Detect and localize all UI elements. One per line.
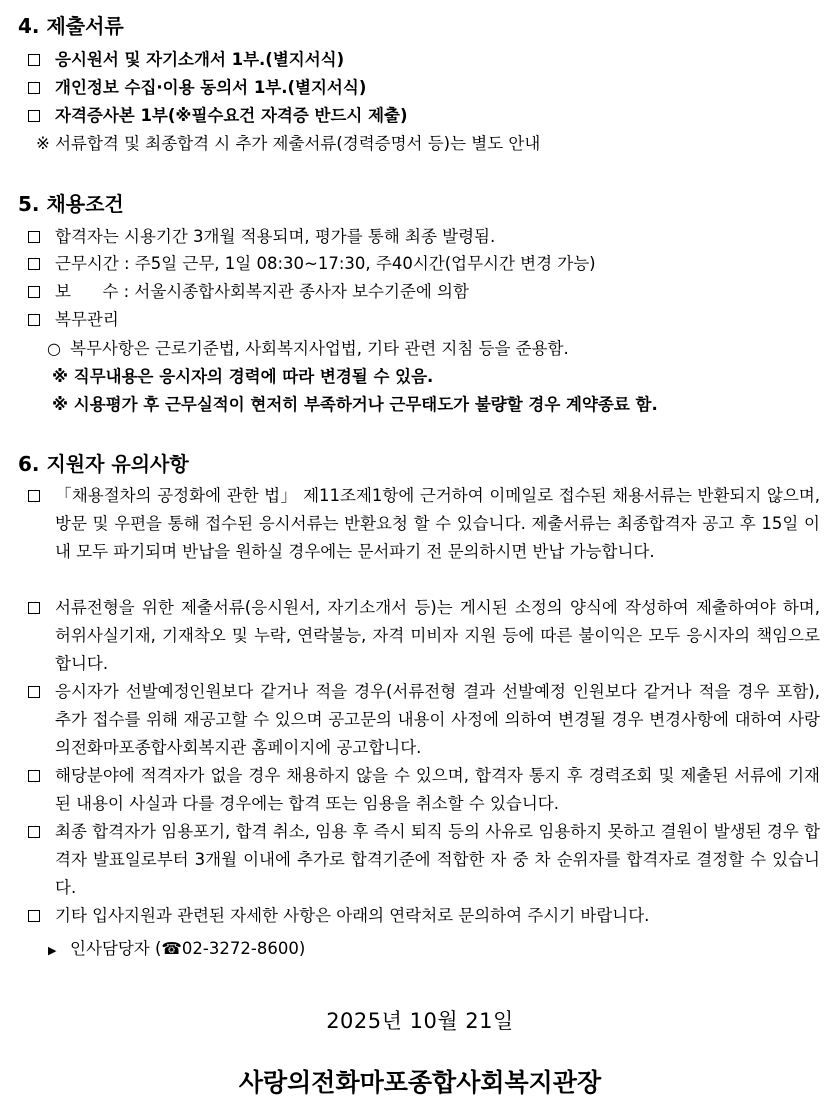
checkbox-icon (28, 826, 40, 838)
caution-item: 서류전형을 위한 제출서류(응시원서, 자기소개서 등)는 게시된 소정의 양식에 작성하여 제출하여야 하며, 허위사실기재, 기재착오 및 누락, 연락불능, 자격 미비자 지원 등에 따른 불이익은 모두 응시자의 책임으로 합니다. (55, 598, 820, 673)
caution-item: 최종 합격자가 임용포기, 합격 취소, 임용 후 즉시 퇴직 등의 사유로 임용하지 못하고 결원이 발생된 경우 합격자 발표일로부터 3개월 이내에 추가로 합격기준에 적합한 자 중 차 순위자를 합격자로 결정할 수 있습니다. (55, 822, 820, 897)
checkbox-icon (28, 602, 40, 614)
caution-item: 응시자가 선발예정인원보다 같거나 적을 경우(서류전형 결과 선발예정 인원보다 같거나 적을 경우 포함), 추가 접수를 위해 재공고할 수 있으며 공고문의 내용이 사정에 의하여 변경될 경우 변경사항에 대하여 사랑의전화마포종합사회복지관 홈페이지에 공고합니다. (55, 682, 820, 757)
conditions-note: ※ 시용평가 후 근무실적이 현저히 부족하거나 근무태도가 불량할 경우 계약종료 함. (52, 395, 658, 414)
caution-item: 기타 입사지원과 관련된 자세한 사항은 아래의 연락처로 문의하여 주시기 바랍니다. (55, 906, 650, 925)
checkbox-icon (28, 910, 40, 922)
checkbox-icon (28, 490, 40, 502)
checkbox-icon (28, 286, 40, 298)
organization-signature: 사랑의전화마포종합사회복지관장 (238, 1068, 602, 1097)
docs-note: ※ 서류합격 및 최종합격 시 추가 제출서류(경력증명서 등)는 별도 안내 (36, 134, 541, 153)
checkbox-icon (28, 258, 40, 270)
section-title-cautions: 6. 지원자 유의사항 (18, 452, 189, 476)
section-title-conditions: 5. 채용조건 (18, 192, 124, 216)
checkbox-icon (28, 314, 40, 326)
docs-item: 개인정보 수집·이용 동의서 1부.(별지서식) (55, 78, 367, 97)
conditions-item: 보 수 : 서울시종합사회복지관 종사자 보수기준에 의함 (55, 282, 469, 301)
triangle-bullet-icon: ▶ (48, 944, 57, 957)
caution-item: 해당분야에 적격자가 없을 경우 채용하지 않을 수 있으며, 합격자 통지 후 경력조회 및 제출된 서류에 기재된 내용이 사실과 다를 경우에는 합격 또는 임용을 취소할 수 있습니다. (55, 766, 820, 813)
checkbox-icon (28, 110, 40, 122)
checkbox-icon (28, 770, 40, 782)
notice-date: 2025년 10월 21일 (326, 1009, 514, 1033)
checkbox-icon (28, 686, 40, 698)
conditions-sub: 복무사항은 근로기준법, 사회복지사업법, 기타 관련 지침 등을 준용함. (70, 339, 569, 358)
contact-info: 인사담당자 (☎02-3272-8600) (70, 939, 306, 958)
conditions-item: 근무시간 : 주5일 근무, 1일 08:30~17:30, 주40시간(업무시간 변경 가능) (55, 254, 596, 273)
circle-bullet-icon: ○ (47, 339, 61, 358)
checkbox-icon (28, 54, 40, 66)
caution-item: 「채용절차의 공정화에 관한 법」 제11조제1항에 근거하여 이메일로 접수된 채용서류는 반환되지 않으며, 방문 및 우편을 통해 접수된 응시서류는 반환요청 할 수 있습니다. 제출서류는 최종합격자 공고 후 15일 이내 모두 파기되며 반납을 원하실 경우에는 문서파기 전 문의하시면 반납 가능합니다. (55, 486, 820, 561)
conditions-item: 복무관리 (55, 310, 119, 329)
docs-item: 자격증사본 1부(※필수요건 자격증 반드시 제출) (55, 106, 408, 125)
docs-item: 응시원서 및 자기소개서 1부.(별지서식) (55, 50, 345, 69)
conditions-item: 합격자는 시용기간 3개월 적용되며, 평가를 통해 최종 발령됨. (55, 227, 496, 246)
section-title-docs: 4. 제출서류 (18, 14, 124, 38)
checkbox-icon (28, 231, 40, 243)
checkbox-icon (28, 82, 40, 94)
conditions-note: ※ 직무내용은 응시자의 경력에 따라 변경될 수 있음. (52, 367, 434, 386)
